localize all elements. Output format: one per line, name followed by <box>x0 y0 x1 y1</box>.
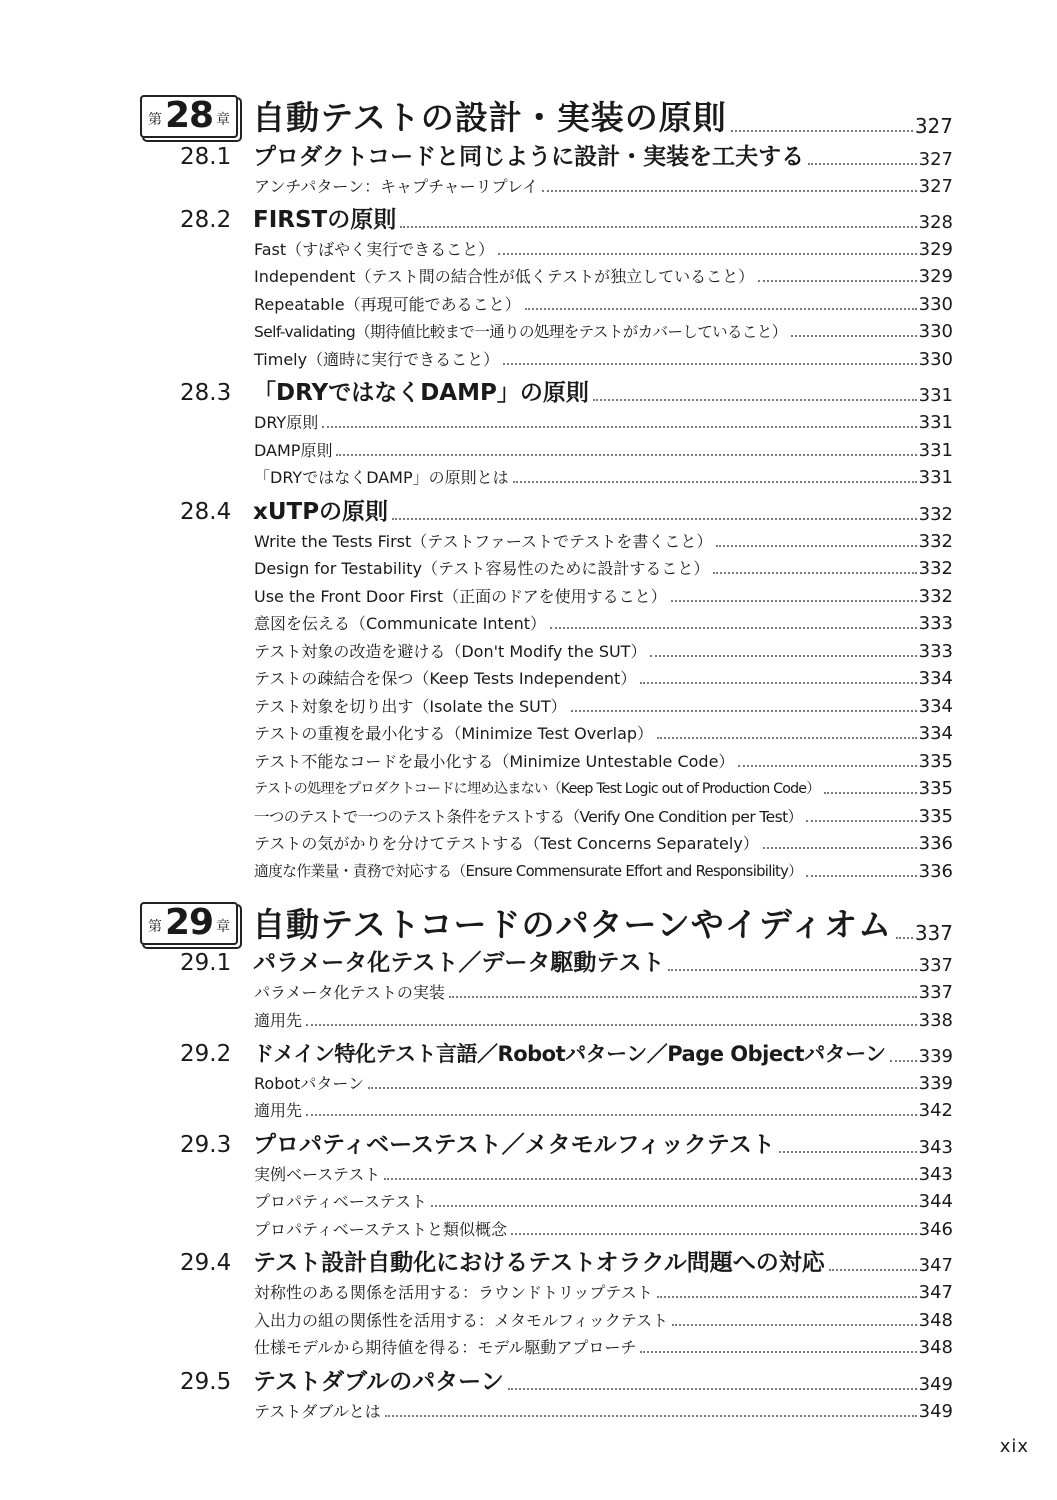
toc-item[interactable]: DRY原則 331 <box>254 412 953 433</box>
page-number: 349 <box>918 1374 953 1395</box>
chapter-title: 自動テストの設計・実装の原則 <box>252 98 727 137</box>
toc-item[interactable]: テストの重複を最小化する（Minimize Test Overlap） 334 <box>254 723 953 744</box>
section-title: xUTPの原則 <box>253 499 389 525</box>
toc-item[interactable]: 実例ベーステスト 343 <box>254 1164 953 1185</box>
page-number: 347 <box>918 1255 953 1276</box>
leader-dots <box>508 1388 917 1390</box>
leader-dots <box>829 1269 917 1271</box>
section-29-5[interactable]: 29.5 テストダブルのパターン 349 <box>180 1369 953 1395</box>
toc-item[interactable]: 適用先 342 <box>254 1100 953 1121</box>
leader-dots <box>890 1060 917 1062</box>
section-title: FIRSTの原則 <box>253 207 397 233</box>
leader-dots <box>668 969 916 971</box>
section-28-4[interactable]: 28.4 xUTPの原則 332 <box>180 499 953 525</box>
section-title: テスト設計自動化におけるテストオラクル問題への対応 <box>253 1250 825 1276</box>
toc-item[interactable]: テストの処理をプロダクトコードに埋め込まない（Keep Test Logic out of Production Code） 335 <box>254 778 953 799</box>
page-folio: xix <box>999 1436 1029 1457</box>
page-number: 343 <box>918 1137 953 1158</box>
leader-dots <box>400 226 916 228</box>
toc-item[interactable]: アンチパターン：キャプチャーリプレイ 327 <box>254 176 953 197</box>
toc-item[interactable]: Design for Testability（テスト容易性のために設計すること） 332 <box>254 558 953 579</box>
toc-item[interactable]: 仕様モデルから期待値を得る：モデル駆動アプローチ 348 <box>254 1337 953 1358</box>
page-number: 339 <box>918 1046 953 1067</box>
toc-item[interactable]: DAMP原則 331 <box>254 440 953 461</box>
toc-item[interactable]: テスト不能なコードを最小化する（Minimize Untestable Code） 335 <box>254 751 953 772</box>
leader-dots <box>593 399 917 401</box>
section-title: 「DRYではなくDAMP」の原則 <box>253 380 589 406</box>
page-number: 331 <box>918 385 953 406</box>
toc-item[interactable]: テスト対象を切り出す（Isolate the SUT） 334 <box>254 696 953 717</box>
chapter-badge: 第 28 章 <box>140 95 238 138</box>
page-number: 332 <box>918 504 953 525</box>
chapter-badge: 第 29 章 <box>140 902 238 945</box>
chapter-29-heading[interactable] <box>140 895 953 945</box>
leader-dots <box>808 163 917 165</box>
leader-dots <box>896 937 913 939</box>
toc-item[interactable]: 意図を伝える（Communicate Intent） 333 <box>254 613 953 634</box>
page-number: 337 <box>918 955 953 976</box>
leader-dots <box>779 1151 917 1153</box>
section-29-3[interactable]: 29.3 プロパティベーステスト／メタモルフィックテスト 343 <box>180 1132 953 1158</box>
toc-item[interactable]: テスト対象の改造を避ける（Don't Modify the SUT） 333 <box>254 641 953 662</box>
toc-item[interactable]: 適度な作業量・責務で対応する（Ensure Commensurate Effort and Responsibility） 336 <box>254 861 953 882</box>
toc-item[interactable]: Fast（すばやく実行できること） 329 <box>254 239 953 260</box>
toc-item[interactable]: Self-validating（期待値比較まで一通りの処理をテストがカバーしていること） 330 <box>254 321 953 342</box>
leader-dots <box>392 518 917 520</box>
chapter-title: 自動テストコードのパターンやイディオム <box>252 905 893 944</box>
toc-item[interactable]: Independent（テスト間の結合性が低くテストが独立していること） 329 <box>254 266 953 287</box>
section-title: プロパティベーステスト／メタモルフィックテスト <box>253 1132 775 1158</box>
section-28-2[interactable]: 28.2 FIRSTの原則 328 <box>180 207 953 233</box>
section-title: プロダクトコードと同じように設計・実装を工夫する <box>253 144 805 170</box>
toc-item[interactable]: テストダブルとは 349 <box>254 1401 953 1422</box>
toc-item[interactable]: Use the Front Door First（正面のドアを使用すること） 332 <box>254 586 953 607</box>
toc-item[interactable]: Write the Tests First（テストファーストでテストを書くこと） 332 <box>254 531 953 552</box>
section-title: テストダブルのパターン <box>253 1369 504 1395</box>
toc-item[interactable]: 入出力の組の関係性を活用する：メタモルフィックテスト 348 <box>254 1310 953 1331</box>
section-28-1[interactable]: 28.1 プロダクトコードと同じように設計・実装を工夫する 327 <box>180 144 953 170</box>
toc-item[interactable]: プロパティベーステスト 344 <box>254 1191 953 1212</box>
toc-item[interactable]: パラメータ化テストの実装 337 <box>254 982 953 1003</box>
toc-item[interactable]: Timely（適時に実行できること） 330 <box>254 349 953 370</box>
page-number: 337 <box>914 921 953 945</box>
toc-item[interactable]: テストの気がかりを分けてテストする（Test Concerns Separately） 336 <box>254 833 953 854</box>
section-28-3[interactable]: 28.3 「DRYではなくDAMP」の原則 331 <box>180 380 953 406</box>
toc-item[interactable]: 「DRYではなくDAMP」の原則とは 331 <box>254 467 953 488</box>
toc-item[interactable]: テストの疎結合を保つ（Keep Tests Independent） 334 <box>254 668 953 689</box>
section-title: ドメイン特化テスト言語／Robotパターン／Page Objectパターン <box>253 1042 886 1066</box>
section-29-1[interactable]: 29.1 パラメータ化テスト／データ駆動テスト 337 <box>180 950 953 976</box>
leader-dots <box>731 130 913 132</box>
section-29-2[interactable]: 29.2 ドメイン特化テスト言語／Robotパターン／Page Objectパターン 339 <box>180 1041 953 1067</box>
chapter-28-heading[interactable] <box>140 88 953 138</box>
section-title: パラメータ化テスト／データ駆動テスト <box>253 950 665 976</box>
toc-item[interactable]: 適用先 338 <box>254 1010 953 1031</box>
toc-item[interactable]: 対称性のある関係を活用する：ラウンドトリップテスト 347 <box>254 1282 953 1303</box>
page-number: 327 <box>914 114 953 138</box>
page-number: 328 <box>918 212 953 233</box>
toc-item[interactable]: Repeatable（再現可能であること） 330 <box>254 294 953 315</box>
section-29-4[interactable]: 29.4 テスト設計自動化におけるテストオラクル問題への対応 347 <box>180 1250 953 1276</box>
page-number: 327 <box>918 149 953 170</box>
toc-item[interactable]: プロパティベーステストと類似概念 346 <box>254 1219 953 1240</box>
toc-item[interactable]: 一つのテストで一つのテスト条件をテストする（Verify One Condition per Test） 335 <box>254 806 953 827</box>
toc-item[interactable]: Robotパターン 339 <box>254 1073 953 1094</box>
